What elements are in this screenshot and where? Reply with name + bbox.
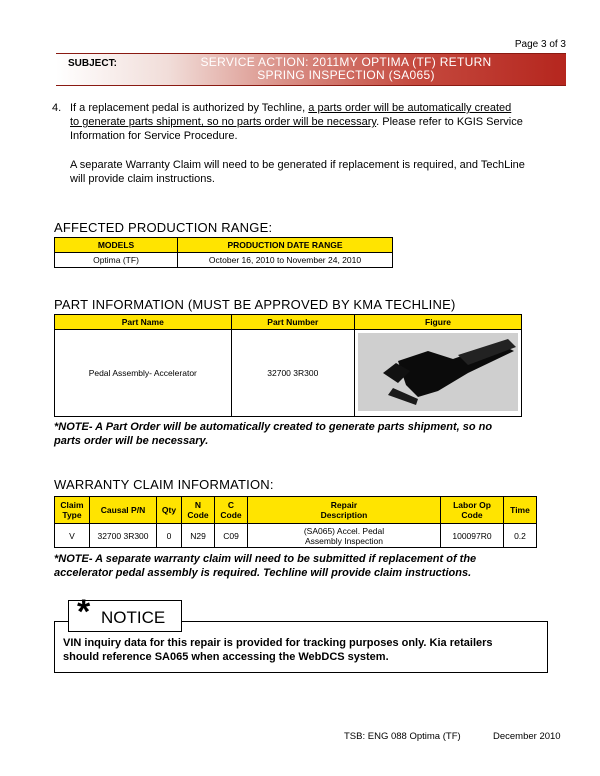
part-name-header: Part Name [55,315,232,330]
subject-label: SUBJECT: [68,58,117,69]
part-name-cell: Pedal Assembly- Accelerator [55,330,232,417]
date-range-cell: October 16, 2010 to November 24, 2010 [178,253,393,268]
warranty-note: *NOTE- A separate warranty claim will need to be submitted if replacement of the accelerator pedal assembly is required. Techline will provide claim instructions. [54,553,477,579]
notice-heading: NOTICE [101,608,166,627]
labor-op-header: Labor Op Code [441,497,504,524]
causal-pn-header: Causal P/N [90,497,157,524]
repair-description-cell: (SA065) Accel. Pedal Assembly Inspection [248,524,441,548]
claim-type-header: Claim Type [55,497,90,524]
qty-cell: 0 [157,524,182,548]
c-code-header: C Code [215,497,248,524]
footer-date: December 2010 [493,731,561,742]
warranty-claim-paragraph: A separate Warranty Claim will need to be generated if replacement is required, and TechLine will provide claim instructions. [70,159,525,185]
figure-cell [355,330,522,417]
c-code-cell: C09 [215,524,248,548]
notice-label [68,593,182,632]
repair-description-header: Repair Description [248,497,441,524]
part-number-header: Part Number [231,315,354,330]
claim-type-cell: V [55,524,90,548]
subject-title: SERVICE ACTION: 2011MY OPTIMA (TF) RETURN SPRING INSPECTION (SA065) [200,55,492,82]
affected-range-table [54,237,393,268]
asterisk-icon: * [77,593,91,631]
notice-text: VIN inquiry data for this repair is provided for tracking purposes only. Kia retailers should reference SA065 when accessing the WebDCS system. [63,637,493,663]
accelerator-pedal-image [358,333,518,411]
subject-banner [56,53,566,86]
n-code-header: N Code [182,497,215,524]
part-info-title: PART INFORMATION (MUST BE APPROVED BY KMA TECHLINE) [54,297,456,312]
labor-op-cell: 100097R0 [441,524,504,548]
part-info-table [54,314,522,417]
date-range-header: PRODUCTION DATE RANGE [178,238,393,253]
qty-header: Qty [157,497,182,524]
figure-header: Figure [355,315,522,330]
warranty-table [54,496,537,548]
footer-tsb: TSB: ENG 088 Optima (TF) [344,731,461,742]
warranty-title: WARRANTY CLAIM INFORMATION: [54,477,274,492]
step4-text: If a replacement pedal is authorized by Techline, a parts order will be automatically created to generate parts shipment, so no parts order will be necessary. Please refer to KGIS Service Information for Service Procedure. [70,102,523,142]
n-code-cell: N29 [182,524,215,548]
causal-pn-cell: 32700 3R300 [90,524,157,548]
model-cell: Optima (TF) [55,253,178,268]
step-number: 4. [52,102,62,114]
part-number-cell: 32700 3R300 [231,330,354,417]
affected-range-title: AFFECTED PRODUCTION RANGE: [54,220,273,235]
page-number: Page 3 of 3 [514,39,566,50]
time-cell: 0.2 [504,524,537,548]
time-header: Time [504,497,537,524]
models-header: MODELS [55,238,178,253]
part-note: *NOTE- A Part Order will be automatically created to generate parts shipment, so no parts order will be necessary. [54,421,493,447]
